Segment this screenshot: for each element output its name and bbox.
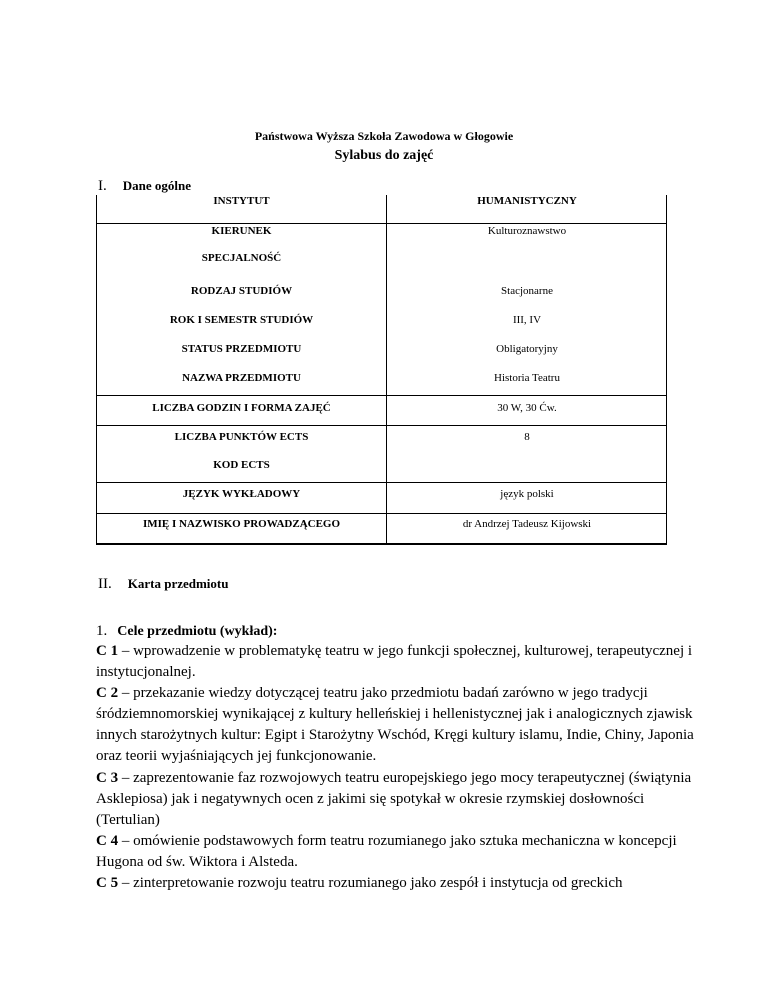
goal-text: – zaprezentowanie faz rozwojowych teatru europejskiego jego mocy terapeutycznej (świątynia Asklepiosa) jak i negatywnych ocen z jakimi się spotykał w okresie rzymskiej dosłowności (Tertulian)	[96, 769, 692, 828]
table-divider	[97, 513, 666, 514]
row-value: 8	[524, 431, 530, 443]
row-value: Stacjonarne	[501, 285, 553, 297]
goal-item	[96, 683, 696, 767]
row-label: ROK I SEMESTR STUDIÓW	[169, 314, 314, 326]
goal-item	[96, 873, 696, 894]
goal-code: C 5	[96, 875, 119, 892]
row-label: INSTYTUT	[213, 195, 270, 207]
row-label: SPECJALNOŚĆ	[201, 252, 282, 264]
row-value: Obligatoryjny	[496, 343, 558, 355]
table-divider	[97, 223, 666, 224]
section-2-heading	[98, 575, 228, 593]
general-data-table	[96, 195, 667, 545]
row-value: Kulturoznawstwo	[487, 225, 567, 237]
section-2-number: II.	[98, 576, 112, 592]
goals-number: 1.	[96, 623, 108, 639]
row-label: KIERUNEK	[211, 225, 272, 237]
table-divider	[97, 482, 666, 483]
section-1-label: Dane ogólne	[122, 178, 191, 193]
row-label: NAZWA PRZEDMIOTU	[182, 372, 301, 384]
goals-heading	[96, 622, 277, 640]
row-label: LICZBA GODZIN I FORMA ZAJĘĆ	[152, 402, 331, 414]
goal-code: C 4	[96, 832, 119, 849]
table-divider	[97, 425, 666, 426]
goal-text: – wprowadzenie w problematykę teatru w jego funkcji społecznej, kulturowej, terapeutycznej i instytucjonalnej.	[96, 643, 693, 681]
section-1-heading	[98, 177, 191, 195]
goal-code: C 1	[96, 643, 119, 659]
goal-text: – przekazanie wiedzy dotyczącej teatru jako przedmiotu badań zarówno w jego tradycji śródziemnomorskiej wynikającej z kultury helleńskiej i hellenistycznej jak i analogicznych zjawisk innych starożytnych kultur: Egipt i Starożytny Wschód, Kręgi kultury islamu, Indie, Chiny, Japonia oraz teorii wyjaśniających jej funkcjonowanie.	[96, 685, 694, 765]
goal-text: – omówienie podstawowych form teatru rozumianego jako sztuka mechaniczna w koncepcji Hugona od św. Wiktora i Alsteda.	[96, 832, 677, 870]
row-value: 30 W, 30 Ćw.	[497, 402, 557, 414]
institution-name: Państwowa Wyższa Szkoła Zawodowa w Głogowie	[254, 129, 514, 143]
row-value: język polski	[500, 488, 554, 500]
goal-code: C 3	[96, 769, 119, 786]
goal-code: C 2	[96, 685, 119, 702]
row-value: dr Andrzej Tadeusz Kijowski	[462, 518, 592, 530]
document-title: Sylabus do zajęć	[334, 148, 434, 163]
row-value: HUMANISTYCZNY	[477, 195, 577, 207]
row-label: KOD ECTS	[213, 459, 270, 471]
goal-text: – zinterpretowanie rozwoju teatru rozumianego jako zespół i instytucja od greckich	[118, 875, 623, 892]
row-label: LICZBA PUNKTÓW ECTS	[174, 431, 309, 443]
section-1-number: I.	[98, 178, 107, 194]
row-label: RODZAJ STUDIÓW	[190, 285, 293, 297]
section-2-label: Karta przedmiotu	[127, 576, 229, 591]
table-divider	[97, 395, 666, 396]
goals-label: Cele przedmiotu (wykład):	[117, 624, 278, 639]
row-label: JĘZYK WYKŁADOWY	[182, 488, 301, 500]
goals-list	[96, 641, 696, 894]
goal-item	[96, 831, 696, 873]
row-label: IMIĘ I NAZWISKO PROWADZĄCEGO	[142, 518, 341, 530]
goal-item	[96, 768, 696, 831]
row-value: Historia Teatru	[494, 372, 560, 384]
row-label: STATUS PRZEDMIOTU	[181, 343, 302, 355]
goal-item	[96, 641, 696, 683]
row-value: III, IV	[512, 314, 542, 326]
